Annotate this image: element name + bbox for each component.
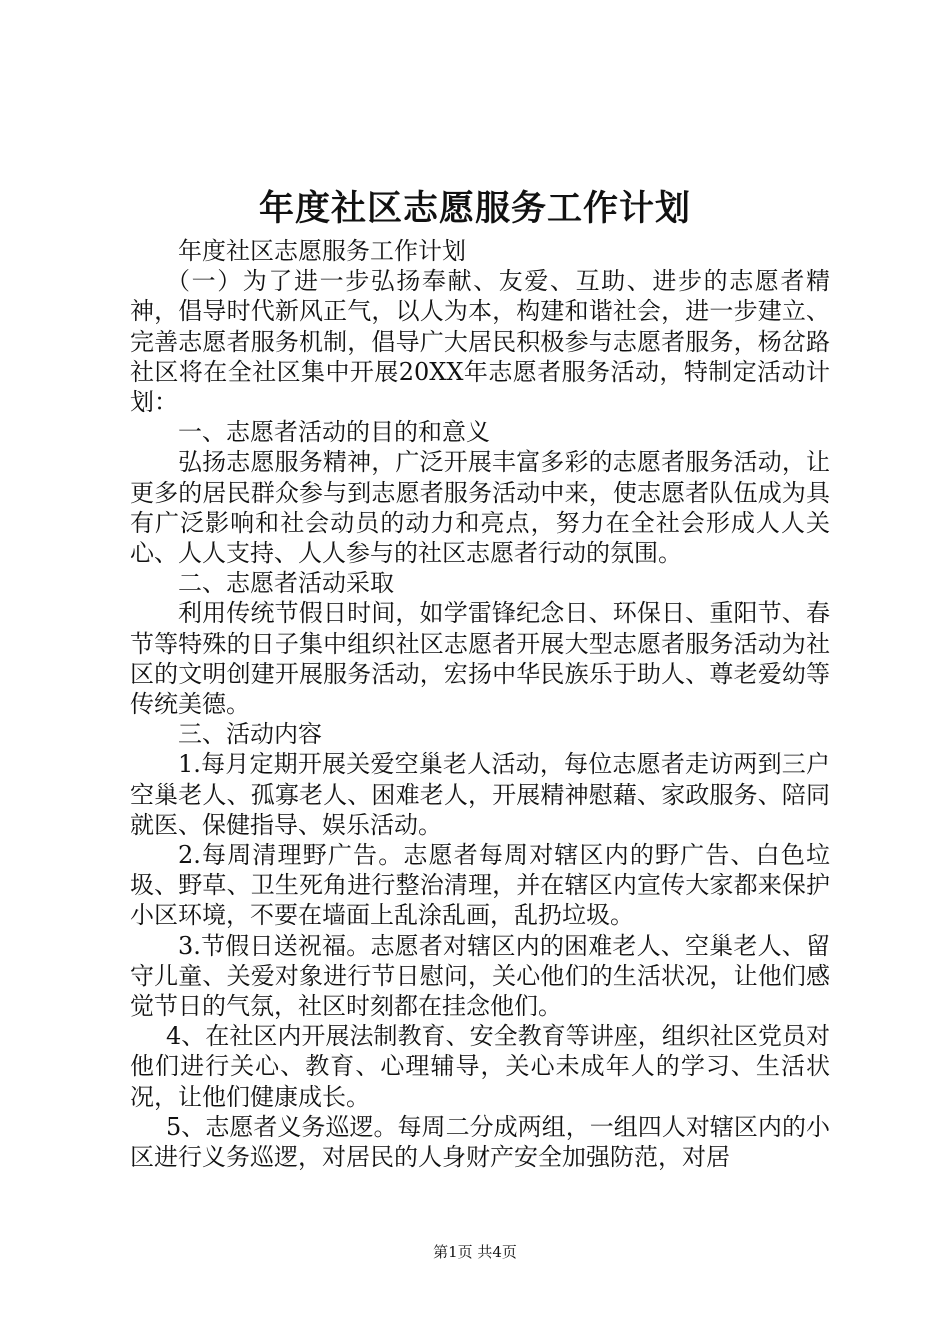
paragraph-method: 利用传统节假日时间，如学雷锋纪念日、环保日、重阳节、春节等特殊的日子集中组织社区志愿者开展大型志愿者服务活动为社区的文明创建开展服务活动，宏扬中华民族乐于助人、尊老爱幼等传统美德。: [130, 599, 830, 719]
document-body: [130, 236, 830, 1172]
paragraph-item-1: 1.每月定期开展关爱空巢老人活动，每位志愿者走访两到三户空巢老人、孤寡老人、困难老人，开展精神慰藉、家政服务、陪同就医、保健指导、娱乐活动。: [130, 750, 830, 839]
heading-purpose: 一、志愿者活动的目的和意义: [178, 418, 490, 447]
paragraph-item-2: 2.每周清理野广告。志愿者每周对辖区内的野广告、白色垃圾、野草、卫生死角进行整治清理，并在辖区内宣传大家都来保护小区环境，不要在墙面上乱涂乱画，乱扔垃圾。: [130, 841, 830, 930]
paragraph-item-3: 3.节假日送祝福。志愿者对辖区内的困难老人、空巢老人、留守儿童、关爱对象进行节日慰问，关心他们的生活状况，让他们感觉节日的气氛，社区时刻都在挂念他们。: [130, 931, 830, 1021]
page-number-indicator: 第1页 共4页: [433, 1243, 517, 1261]
document-title: 年度社区志愿服务工作计划: [258, 188, 691, 229]
heading-content: 三、活动内容: [178, 720, 322, 749]
page-footer: [0, 1242, 950, 1262]
paragraph-purpose: 弘扬志愿服务精神，广泛开展丰富多彩的志愿者服务活动，让更多的居民群众参与到志愿者服务活动中来，使志愿者队伍成为具有广泛影响和社会动员的动力和亮点，努力在全社会形成人人关心、人人支持、人人参与的社区志愿者行动的氛围。: [130, 448, 830, 568]
paragraph-item-4: 4、在社区内开展法制教育、安全教育等讲座，组织社区党员对他们进行关心、教育、心理辅导，关心未成年人的学习、生活状况，让他们健康成长。: [130, 1022, 830, 1111]
paragraph-subtitle: 年度社区志愿服务工作计划: [178, 237, 466, 265]
paragraph-intro: （一）为了进一步弘扬奉献、友爱、互助、进步的志愿者精神，倡导时代新风正气，以人为本，构建和谐社会，进一步建立、完善志愿者服务机制，倡导广大居民积极参与志愿者服务，杨岔路社区将在全社区集中开展20XX年志愿者服务活动，特制定活动计划：: [130, 267, 830, 417]
heading-method: 二、志愿者活动采取: [178, 569, 394, 598]
paragraph-item-5: 5、志愿者义务巡逻。每周二分成两组，一组四人对辖区内的小区进行义务巡逻，对居民的人身财产安全加强防范，对居: [130, 1112, 830, 1172]
